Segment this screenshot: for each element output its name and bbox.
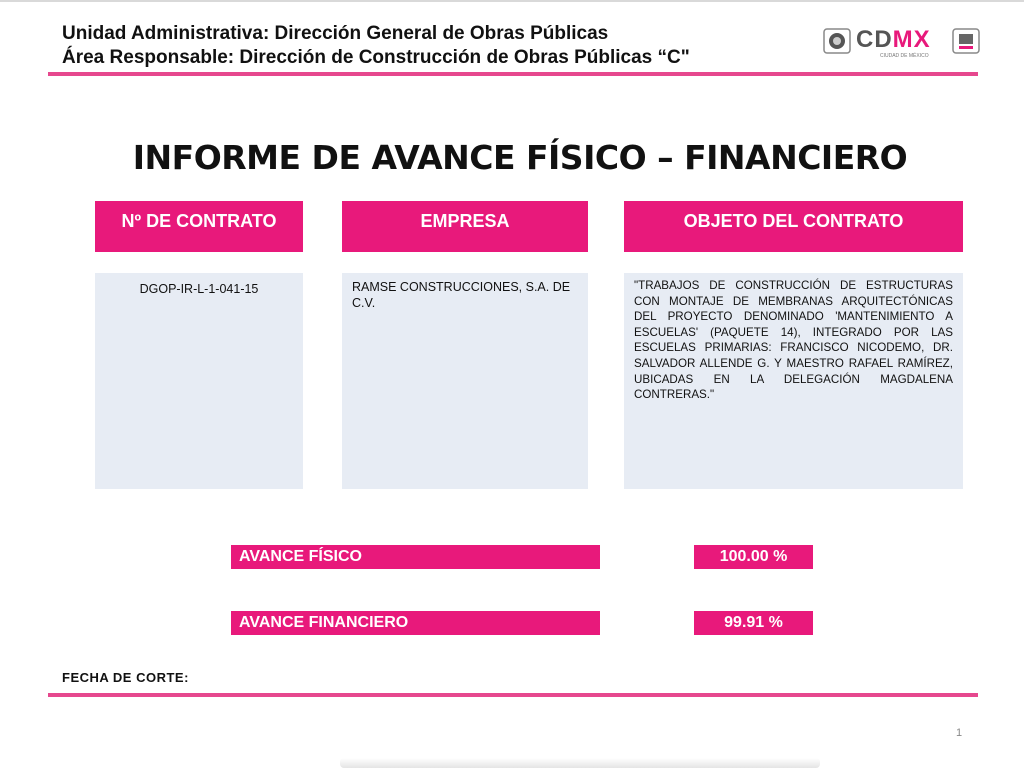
- cdmx-logo: CDMX: [856, 26, 931, 53]
- company-cell: RAMSE CONSTRUCCIONES, S.A. DE C.V.: [342, 273, 588, 489]
- header-unit: Unidad Administrativa: Dirección General de Obras Públicas: [62, 23, 609, 44]
- contract-number-cell: DGOP-IR-L-1-041-15: [95, 273, 303, 489]
- cutoff-date-label: FECHA DE CORTE:: [62, 670, 189, 685]
- top-rule: [48, 72, 978, 76]
- physical-progress-label: AVANCE FÍSICO: [231, 545, 600, 569]
- contract-number-header: Nº DE CONTRATO: [95, 201, 303, 252]
- header-area: Área Responsable: Dirección de Construcción de Obras Públicas “C": [62, 47, 690, 68]
- contract-object-cell: "TRABAJOS DE CONSTRUCCIÓN DE ESTRUCTURAS CON MONTAJE DE MEMBRANAS ARQUITECTÓNICAS DEL PROYECTO DENOMINADO 'MANTENIMIENTO A ESCUELAS' (PAQUETE 14), INTEGRADO POR LAS ESCUELAS PRIMARIAS: FRANCISCO NICODEMO, DR. SALVADOR ALLENDE G. Y MAESTRO RAFAEL RAMÍREZ, UBICADAS EN LA DELEGACIÓN MAGDALENA CONTRERAS.": [624, 273, 963, 489]
- financial-progress-label: AVANCE FINANCIERO: [231, 611, 600, 635]
- physical-progress-value: 100.00 %: [694, 545, 813, 569]
- company-header: EMPRESA: [342, 201, 588, 252]
- bottom-shadow: [340, 758, 820, 768]
- cdmx-logo-subtext: CIUDAD DE MÉXICO: [880, 53, 929, 59]
- page-number: 1: [956, 727, 963, 739]
- bottom-rule: [48, 693, 978, 697]
- contract-object-header: OBJETO DEL CONTRATO: [624, 201, 963, 252]
- page-title: INFORME DE AVANCE FÍSICO – FINANCIERO: [132, 138, 908, 177]
- top-border: [0, 0, 1024, 2]
- logos: [822, 22, 982, 62]
- financial-progress-value: 99.91 %: [694, 611, 813, 635]
